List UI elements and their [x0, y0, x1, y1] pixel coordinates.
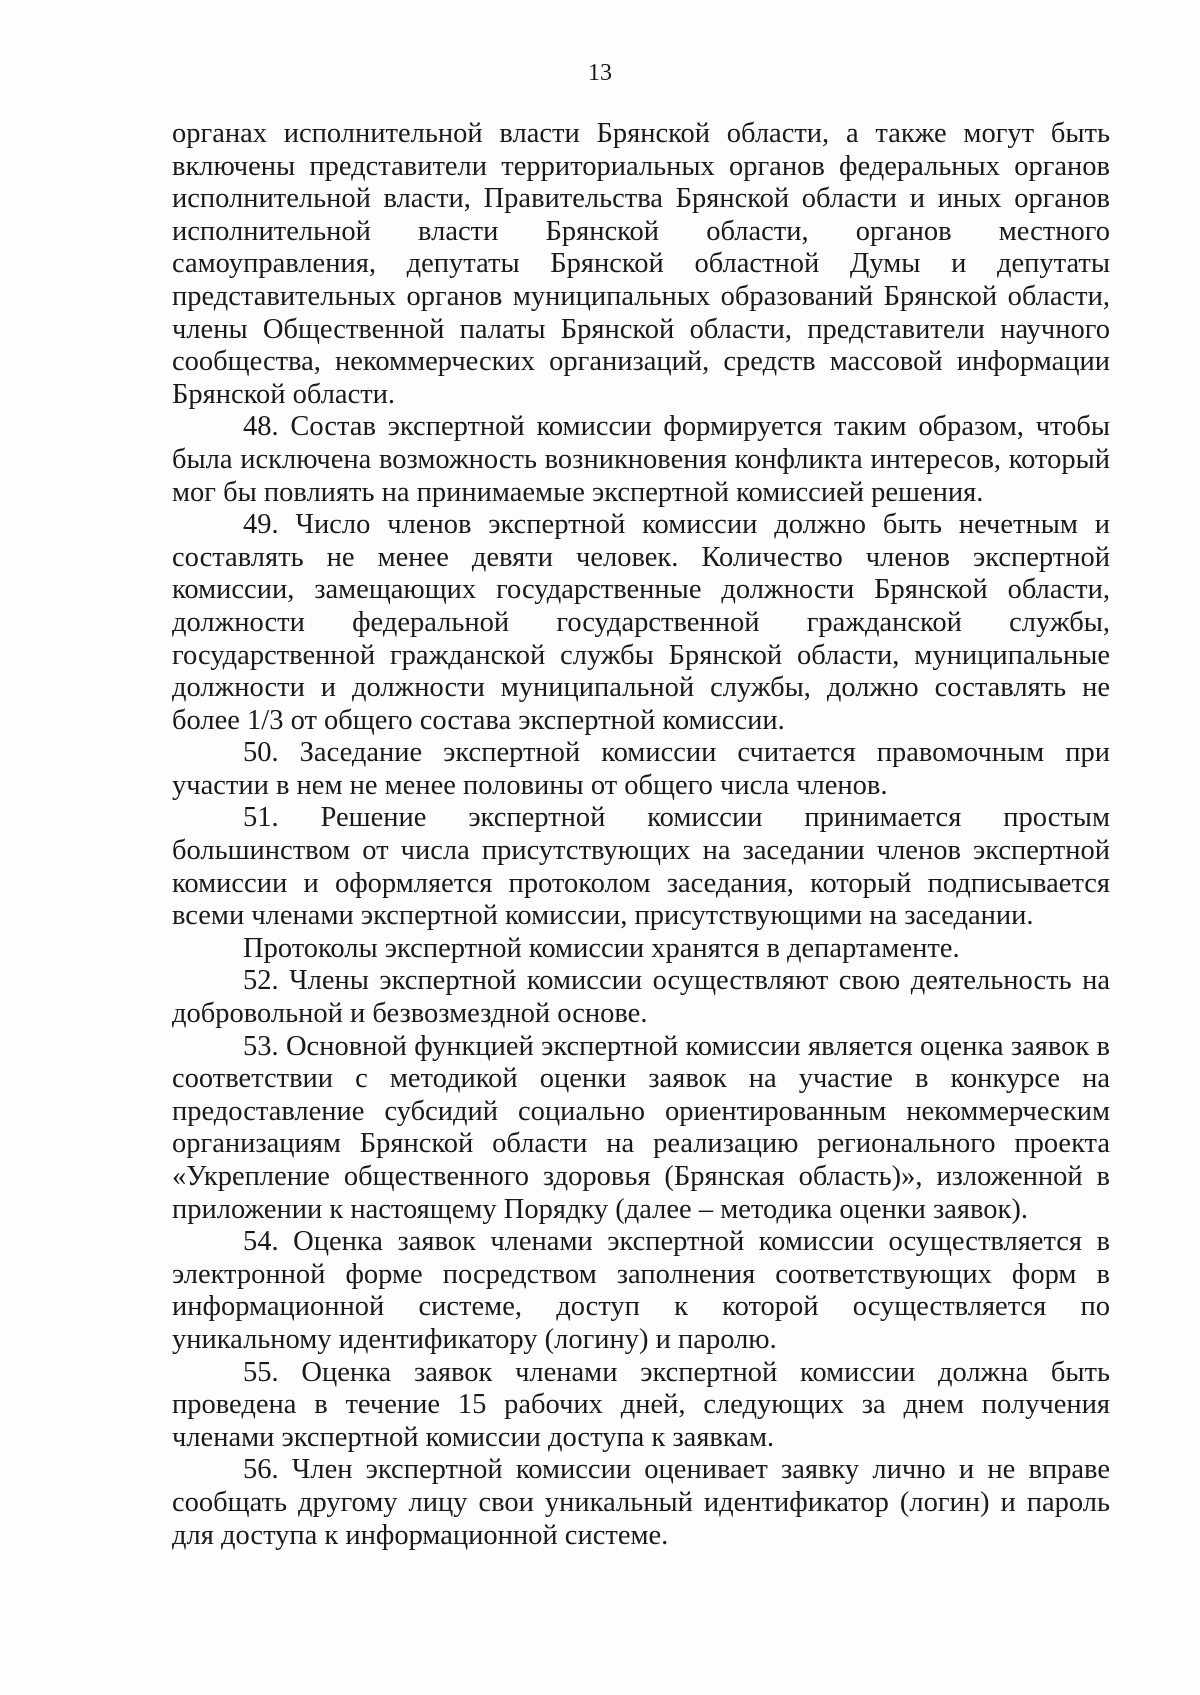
paragraph-54: 54. Оценка заявок членами экспертной комиссии осуществляется в электронной форме посредством заполнения соответствующих форм в информационной системе, доступ к которой осуществляется по уникальному идентификатору (логину) и паролю. — [172, 1226, 1110, 1355]
paragraph-50: 50. Заседание экспертной комиссии считается правомочным при участии в нем не менее половины от общего числа членов. — [172, 737, 1110, 801]
paragraph-continuation: органах исполнительной власти Брянской области, а также могут быть включены представители территориальных органов федеральных органов исполнительной власти, Правительства Брянской области и иных органов исполнительной власти Брянской области, органов местного самоуправления, депутаты Брянской областной Думы и депутаты представительных органов муниципальных образований Брянской области, члены Общественной палаты Брянской области, представители научного сообщества, некоммерческих организаций, средств массовой информации Брянской области. — [172, 118, 1110, 410]
paragraph-51: 51. Решение экспертной комиссии принимается простым большинством от числа присутствующих на заседании членов экспертной комиссии и оформляется протоколом заседания, который подписывается всеми членами экспертной комиссии, присутствующими на заседании. — [172, 802, 1110, 932]
paragraph-56: 56. Член экспертной комиссии оценивает заявку лично и не вправе сообщать другому лицу свои уникальный идентификатор (логин) и пароль для доступа к информационной системе. — [172, 1454, 1110, 1551]
paragraph-52: 52. Члены экспертной комиссии осуществляют свою деятельность на добровольной и безвозмездной основе. — [172, 965, 1110, 1030]
paragraph-protocols: Протоколы экспертной комиссии хранятся в департаменте. — [243, 932, 960, 964]
paragraph-49: 49. Число членов экспертной комиссии должно быть нечетным и составлять не менее девяти человек. Количество членов экспертной комиссии, замещающих государственные должности Брянской области, должности федеральной государственной гражданской службы, государственной гражданской службы Брянской области, муниципальные должности и должности муниципальной службы, должно составлять не более 1/3 от общего состава экспертной комиссии. — [172, 509, 1110, 736]
paragraph-55: 55. Оценка заявок членами экспертной комиссии должна быть проведена в течение 15 рабочих дней, следующих за днем получения членами экспертной комиссии доступа к заявкам. — [172, 1356, 1110, 1453]
document-body — [172, 118, 1110, 1552]
page-number: 13 — [588, 60, 612, 86]
paragraph-48: 48. Состав экспертной комиссии формируется таким образом, чтобы была исключена возможность возникновения конфликта интересов, который мог бы повлиять на принимаемые экспертной комиссией решения. — [172, 411, 1110, 508]
paragraph-53: 53. Основной функцией экспертной комиссии является оценка заявок в соответствии с методикой оценки заявок на участие в конкурсе на предоставление субсидий социально ориентированным некоммерческим организациям Брянской области на реализацию регионального проекта «Укрепление общественного здоровья (Брянская область)», изложенной в приложении к настоящему Порядку (далее – методика оценки заявок). — [172, 1030, 1110, 1225]
